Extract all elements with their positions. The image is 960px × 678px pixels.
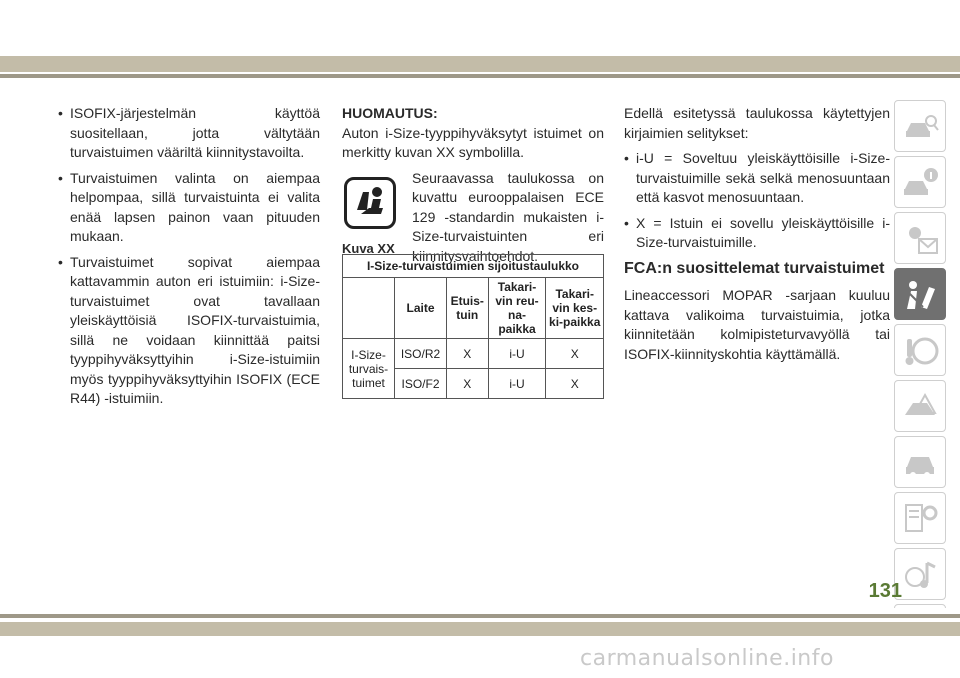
bullet-isofix-recommended: • ISOFIX-järjestelmän käyttöä suositellaan, jotta vältytään turvaistuimen vääriltä kiinnitystavoilta. [58,104,320,163]
tab-servicing[interactable] [894,436,946,488]
note-figure-row [342,169,604,264]
specs-gear-icon [903,501,939,537]
figure-box [342,177,398,257]
table-cell: X [447,369,489,399]
safety-seatbelt-icon [903,277,939,313]
bullet-seat-selection: • Turvaistuimen valinta on aiempaa helpompaa, sillä turvaistuinta ei valita enää lapsen painon vaan pituuden mukaan. [58,169,320,247]
tab-starting-driving[interactable] [894,324,946,376]
table-cell: i-U [488,339,546,369]
table-cell: X [546,369,604,399]
car-service-icon [903,445,939,481]
bullet-seat-compatibility: • Turvaistuimet sopivat aiempaa kattavammin auton eri istuimiin: i-Size-turvaistuimet ovat tavallaan yleiskäyttöisiä ISOFIX-turvaistuimia, sillä ne voidaan kiinnittää paitsi tyyppihyväksyttyihin i-Size-istuimiin myös tyyppihyväksyttyihin ISOFIX (ECE R44) -istuimiin. [58,253,320,409]
table-cell: i-U [488,369,546,399]
tab-technical-specs[interactable] [894,492,946,544]
top-decorative-band [0,0,960,76]
steering-key-icon [903,333,939,369]
tab-safety[interactable] [894,268,946,320]
left-column [58,104,320,415]
isize-placement-table [342,254,604,399]
table-title-row [343,255,604,278]
figure-label: Kuva XX [342,240,395,256]
note-paragraph: Seuraavassa taulukossa on kuvattu eurooppalaisen ECE 129 -standardin mukaisten i-Size-turvaistuinten eri kiinnitysvaihtoehdot. [412,169,604,264]
legend-intro: Edellä esitetyssä taulukossa käytettyjen kirjaimien selitykset: [624,105,890,141]
table-header-device: Laite [395,278,447,339]
table-title: I-Size-turvaistuimien sijoitustaulukko [343,255,604,278]
table-header-front-seat: Etuis-tuin [447,278,489,339]
table-header-empty [343,278,395,339]
table-cell: X [546,339,604,369]
car-info-icon [903,165,939,201]
tab-car-search[interactable] [894,100,946,152]
multimedia-icon [903,557,939,593]
table-cell: ISO/R2 [395,339,447,369]
top-stripe-light [0,56,960,72]
bottom-stripe-dark [0,614,960,618]
table-cell: X [447,339,489,369]
table-cell: ISO/F2 [395,369,447,399]
middle-column [342,104,604,264]
table-row-label: I-Size-turvais-tuimet [343,339,395,399]
tab-warning-lights[interactable] [894,212,946,264]
warning-lights-icon [903,221,939,257]
top-stripe-dark [0,74,960,78]
chapter-tabs [894,100,960,678]
bullet-x-definition: • X = Istuin ei sovellu yleiskäyttöisille i-Size-turvaistuimille. [624,214,890,253]
table-row [343,339,604,369]
child-seat-icon [344,177,396,229]
table-header-rear-outer: Takari-vin reu-na-paikka [488,278,546,339]
tab-car-info[interactable] [894,156,946,208]
table-header-rear-center: Takari-vin kes-ki-paikka [546,278,604,339]
page-number: 131 [868,580,902,602]
tab-emergency[interactable] [894,380,946,432]
bottom-stripe-light [0,622,960,636]
watermark: carmanualsonline.info [580,646,834,671]
road-warning-icon [903,389,939,425]
section-heading: FCA:n suosittelemat turvaistuimet [624,259,885,277]
right-column [624,104,890,370]
bullet-iu-definition: • i-U = Soveltuu yleiskäyttöisille i-Size-turvaistuimille sekä selkä menosuuntaan että kasvot menosuuntaan. [624,149,890,208]
section-text: Lineaccessori MOPAR -sarjaan kuuluu kattava valikoima turvaistuimia, jotka kiinnitetään kolmipisteturvavyöllä tai ISOFIX-kiinnityskohtia käyttämällä. [624,287,890,362]
car-search-icon [903,109,939,145]
note-heading: HUOMAUTUS: [342,105,438,121]
table-header-row [343,278,604,339]
note-text: Auton i-Size-tyyppihyväksytyt istuimet on merkitty kuvan XX symbolilla. [342,124,604,160]
